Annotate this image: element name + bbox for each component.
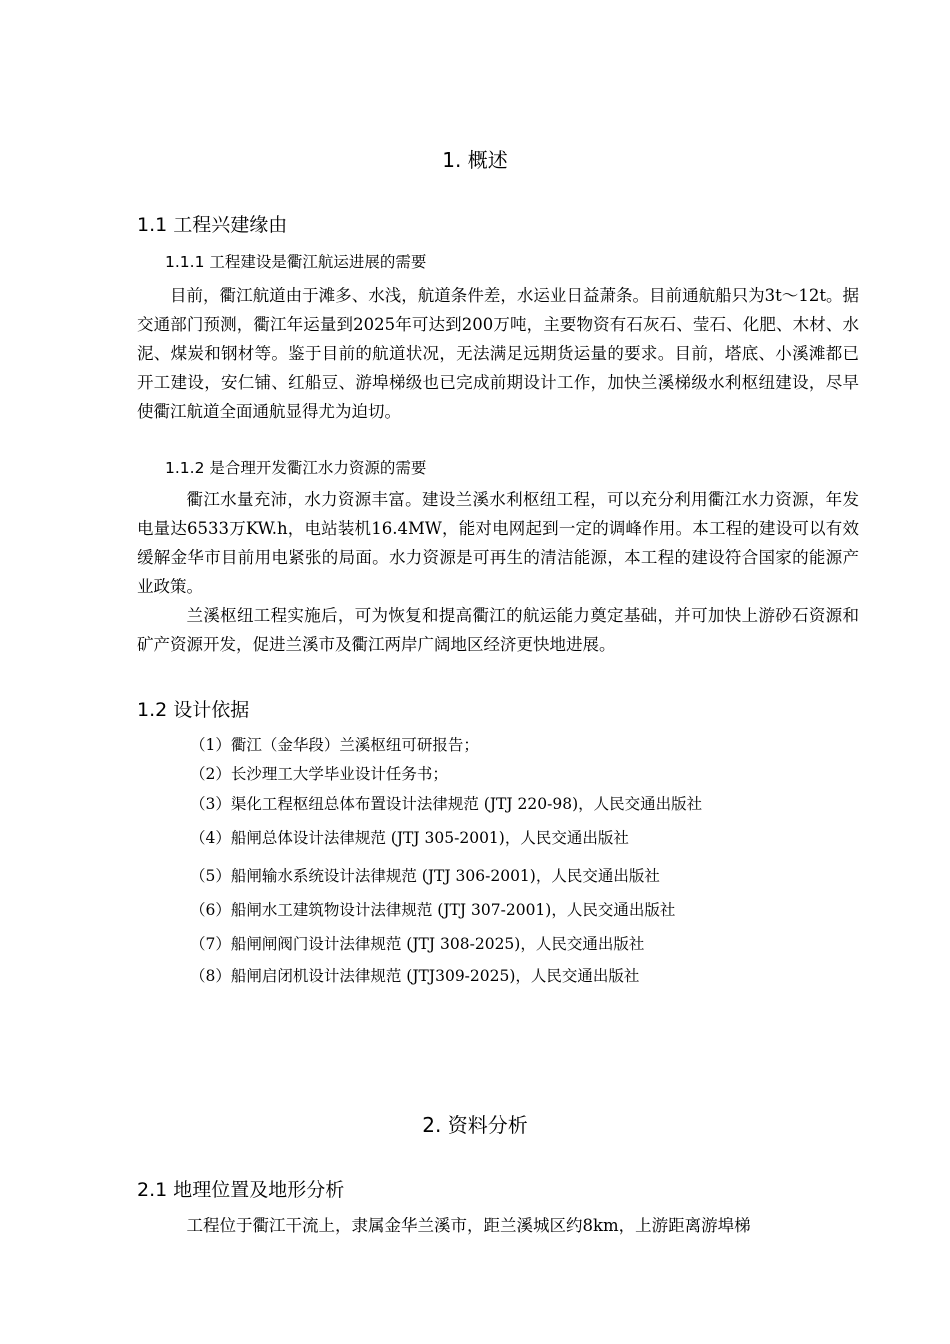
paragraph-1-1-2-b: 兰溪枢纽工程实施后，可为恢复和提高衢江的航运能力奠定基础，并可加快上游砂石资源和矿产资源开发，促进兰溪市及衢江两岸广阔地区经济更快地进展。 <box>137 606 859 654</box>
reference-item: （7）船闸闸阀门设计法律规范 (JTJ 308-2025)，人民交通出版社 <box>190 935 645 953</box>
reference-item: （6）船闸水工建筑物设计法律规范 (JTJ 307-2001)，人民交通出版社 <box>190 901 676 919</box>
reference-item: （1）衢江（金华段）兰溪枢纽可研报告； <box>190 736 479 754</box>
section-2-1-heading: 2.1 地理位置及地形分析 <box>137 1179 345 1201</box>
paragraph-1-1-1: 目前，衢江航道由于滩多、水浅，航道条件差，水运业日益萧条。目前通航船只为3t～12t。据交通部门预测，衢江年运量到2025年可达到200万吨，主要物资有石灰石、莹石、化肥、木材、水泥、煤炭和钢材等。鉴于目前的航道状况，无法满足远期货运量的要求。目前，塔底、小溪滩都已开工建设，安仁铺、红船豆、游埠梯级也已完成前期设计工作，加快兰溪梯级水利枢纽建设，尽早使衢江航道全面通航显得尤为迫切。 <box>137 286 859 421</box>
reference-item: （8）船闸启闭机设计法律规范 (JTJ309-2025)，人民交通出版社 <box>190 967 640 985</box>
section-1-2-heading: 1.2 设计依据 <box>137 699 250 721</box>
subsection-1-1-1-heading: 1.1.1 工程建设是衢江航运进展的需要 <box>165 253 427 271</box>
reference-item: （2）长沙理工大学毕业设计任务书； <box>190 765 448 783</box>
chapter-1-title: 1. 概述 <box>442 148 508 172</box>
reference-item: （3）渠化工程枢纽总体布置设计法律规范 (JTJ 220-98)，人民交通出版社 <box>190 795 703 813</box>
reference-item: （5）船闸输水系统设计法律规范 (JTJ 306-2001)，人民交通出版社 <box>190 867 660 885</box>
paragraph-1-1-2-a: 衢江水量充沛，水力资源丰富。建设兰溪水利枢纽工程，可以充分利用衢江水力资源，年发电量达6533万KW.h，电站装机16.4MW，能对电网起到一定的调峰作用。本工程的建设可以有效缓解金华市目前用电紧张的局面。水力资源是可再生的清洁能源，本工程的建设符合国家的能源产业政策。 <box>137 490 859 596</box>
paragraph-2-1: 工程位于衢江干流上，隶属金华兰溪市，距兰溪城区约8km，上游距离游埠梯 <box>186 1216 751 1235</box>
reference-item: （4）船闸总体设计法律规范 (JTJ 305-2001)，人民交通出版社 <box>190 829 629 847</box>
subsection-1-1-2-heading: 1.1.2 是合理开发衢江水力资源的需要 <box>165 459 427 477</box>
section-1-1-heading: 1.1 工程兴建缘由 <box>137 214 288 236</box>
chapter-2-title: 2. 资料分析 <box>422 1113 528 1137</box>
